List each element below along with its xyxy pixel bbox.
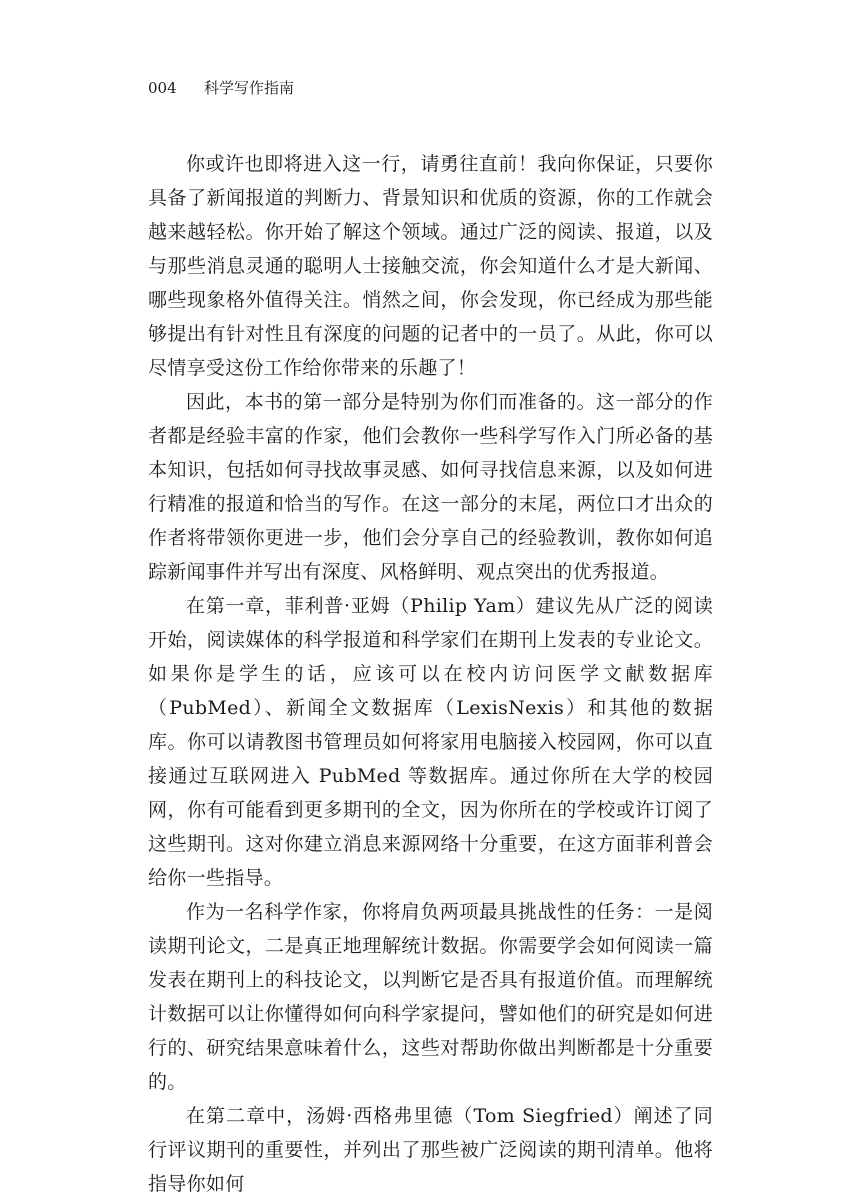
- paragraph: 作为一名科学作家，你将肩负两项最具挑战性的任务：一是阅读期刊论文，二是真正地理解统计数据。你需要学会如何阅读一篇发表在期刊上的科技论文，以判断它是否具有报道价值。而理解统计数据可以让你懂得如何向科学家提问，譬如他们的研究是如何进行的、研究结果意味着什么，这些对帮助你做出判断都是十分重要的。: [148, 901, 713, 1093]
- running-head: [148, 78, 294, 98]
- book-title: 科学写作指南: [204, 79, 295, 97]
- paragraph: 你或许也即将进入这一行，请勇往直前！我向你保证，只要你具备了新闻报道的判断力、背景知识和优质的资源，你的工作就会越来越轻松。你开始了解这个领域。通过广泛的阅读、报道，以及与那些消息灵通的聪明人士接触交流，你会知道什么才是大新闻、哪些现象格外值得关注。悄然之间，你会发现，你已经成为那些能够提出有针对性且有深度的问题的记者中的一员了。从此，你可以尽情享受这份工作给你带来的乐趣了！: [148, 153, 713, 379]
- page-number: 004: [148, 79, 177, 97]
- paragraph: 在第一章，菲利普·亚姆（Philip Yam）建议先从广泛的阅读开始，阅读媒体的科学报道和科学家们在期刊上发表的专业论文。如果你是学生的话，应该可以在校内访问医学文献数据库（PubMed）、新闻全文数据库（LexisNexis）和其他的数据库。你可以请教图书管理员如何将家用电脑接入校园网，你可以直接通过互联网进入 PubMed 等数据库。通过你所在大学的校园网，你有可能看到更多期刊的全文，因为你所在的学校或许订阅了这些期刊。这对你建立消息来源网络十分重要，在这方面菲利普会给你一些指导。: [148, 595, 713, 889]
- paragraph: 在第二章中，汤姆·西格弗里德（Tom Siegfried）阐述了同行评议期刊的重要性，并列出了那些被广泛阅读的期刊清单。他将指导你如何: [148, 1105, 713, 1195]
- paragraph: 因此，本书的第一部分是特别为你们而准备的。这一部分的作者都是经验丰富的作家，他们会教你一些科学写作入门所必备的基本知识，包括如何寻找故事灵感、如何寻找信息来源，以及如何进行精准的报道和恰当的写作。在这一部分的末尾，两位口才出众的作者将带领你更进一步，他们会分享自己的经验教训，教你如何追踪新闻事件并写出有深度、风格鲜明、观点突出的优秀报道。: [148, 391, 713, 583]
- body-text: [148, 147, 713, 1201]
